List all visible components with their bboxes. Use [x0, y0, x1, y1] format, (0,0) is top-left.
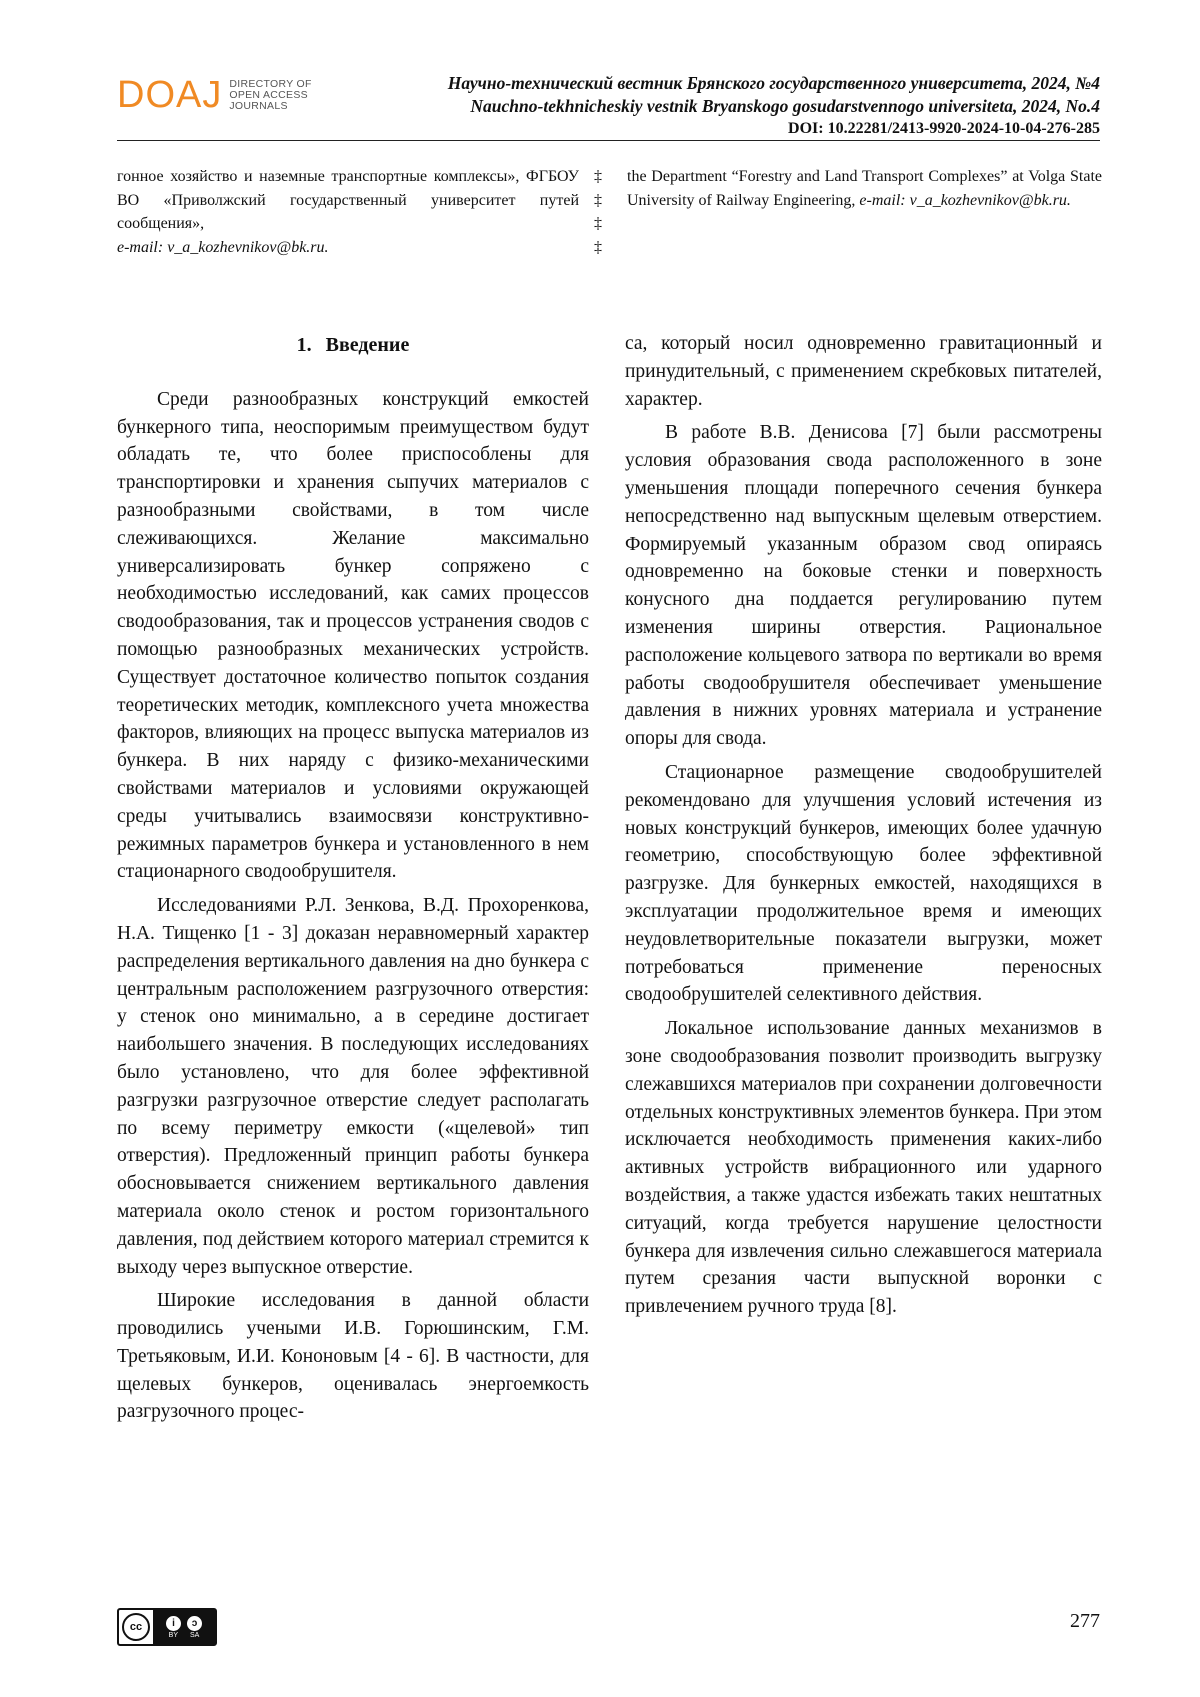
affiliation-ru [117, 165, 579, 259]
body-paragraph: Локальное использование данных механизмов в зоне сводообразования позволит производить выгрузку слежавшихся материалов при сохранении долговечности отдельных конструктивных элементов бункера. При этом исключается необходимость применения каких-либо активных устройств вибрационного или ударного воздействия, а также удастся избежать таких нештатных ситуаций, когда требуется нарушение целостности бункера для извлечения сильно слежавшегося материала путем срезания части выпускной воронки с привлечением ручного труда [8]. [625, 1018, 1102, 1318]
share-alike-icon: ↄ [187, 1616, 202, 1631]
section-number: 1. [296, 334, 312, 356]
affiliation-en [627, 165, 1102, 212]
affiliation-ru-text: гонное хозяйство и наземные транспортные комплексы», ФГБОУ ВО «Приволжский государственный университет путей сообщения», [117, 168, 579, 232]
body-paragraph: Широкие исследования в данной области проводились учеными И.В. Горюшинским, Г.М. Третьяковым, И.И. Кононовым [4 - 6]. В частности, для щелевых бункеров, оценивалась энергоемкость разгрузочного процес- [117, 1290, 589, 1423]
cc-logo [119, 1610, 153, 1644]
doaj-logo-subtitle-line: DIRECTORY OF [229, 77, 312, 90]
cc-icon: cc [122, 1613, 150, 1641]
affiliation-en-email[interactable]: e-mail: v_a_kozhevnikov@bk.ru. [859, 191, 1071, 209]
body-paragraph: Среди разнообразных конструкций емкостей бункерного типа, неоспоримым преимуществом будут обладать те, что более приспособлены для транспортировки и хранения сыпучих материалов с разнообразными свойствами, в том числе слеживающихся. Желание максимально универсализировать бункер сопряжено с необходимостью исследований, как самих процессов сводообразования, так и процессов устранения сводов с помощью разнообразных механических устройств. Существует достаточное количество попыток создания теоретических методик, комплексного учета множества факторов, влияющих на процесс выпуска материалов из бункера. В них наряду с физико-механическими свойствами материалов и условиями окружающей среды учитывались взаимосвязи конструктивно-режимных параметров бункера и установленного в нем стационарного сводообрушителя. [117, 388, 589, 883]
section-title: Введение [325, 334, 410, 356]
body-paragraph: В работе В.В. Денисова [7] были рассмотрены условия образования свода расположенного в зоне уменьшения площади поперечного сечения бункера непосредственно над выпускным щелевым отверстием. Формируемый указанным образом свод опираясь одновременно на боковые стенки и поверхность конусного дна поддается регулированию путем изменения ширины отверстия. Рациональное расположение кольцевого затвора по вертикали во время работы сводообрушителя обеспечивает уменьшение давления в нижних уровнях материала и устранение опоры для свода. [625, 422, 1102, 750]
journal-title-ru: Научно-технический вестник Брянского государственного университета, 2024, №4 [447, 73, 1100, 93]
doaj-logo-subtitle-line: JOURNALS [229, 99, 288, 112]
cc-terms [153, 1610, 215, 1644]
dagger-mark: ‡ [594, 238, 602, 256]
dagger-mark: ‡ [594, 191, 602, 209]
header-divider [117, 140, 1100, 141]
body-column-right [625, 330, 1102, 1321]
body-paragraph: Исследованиями Р.Л. Зенкова, В.Д. Прохоренкова, Н.А. Тищенко [1 - 3] доказан неравномерный характер распределения вертикального давления на дно бункера с центральным расположением разгрузочного отверстия: у стенок оно минимально, а в середине достигает наибольшего значения. В последующих исследованиях было установлено, что для более эффективной разгрузки разгрузочное отверстие следует располагать по всему периметру емкости («щелевой» тип отверстия). Предложенный принцип работы бункера обосновывается снижением вертикального давления материала около стенок и ростом горизонтального давления, под действием которого материал стремится к выходу через выпускное отверстие. [117, 895, 589, 1278]
doaj-logo-subtitle [229, 79, 311, 112]
doaj-logo[interactable] [117, 76, 312, 114]
affiliation-en-text: the Department “Forestry and Land Transport Complexes” at Volga State University of Railway Engineering, [627, 168, 1102, 209]
section-heading [117, 332, 589, 360]
body-column-left [117, 332, 589, 1426]
cc-license-badge[interactable] [117, 1608, 217, 1646]
cc-by-label: BY [168, 1631, 178, 1639]
doaj-logo-subtitle-line: OPEN ACCESS [229, 88, 308, 101]
cc-sa-label: SA [190, 1631, 200, 1639]
attribution-icon: i [166, 1616, 181, 1631]
page-number: 277 [1070, 1610, 1100, 1632]
affiliation-ru-email[interactable]: e-mail: v_a_kozhevnikov@bk.ru. [117, 238, 329, 256]
dagger-mark: ‡ [594, 168, 602, 185]
body-paragraph: Стационарное размещение сводообрушителей рекомендовано для улучшения условий истечения из новых конструкций бункеров, имеющих более удачную геометрию, способствующую более эффективной разгрузке. Для бункерных емкостей, находящихся в эксплуатации продолжительное время и имеющих неудовлетворительные показатели выгрузки, может потребоваться применение переносных сводообрушителей селективного действия. [625, 761, 1102, 1006]
journal-title-en: Nauchno-tekhnicheskiy vestnik Bryanskogo gosudarstvennogo universiteta, 2024, No.4 [470, 96, 1100, 116]
footnote-daggers [594, 165, 602, 259]
dagger-mark: ‡ [594, 215, 602, 232]
running-header [448, 72, 1100, 139]
body-paragraph-continuation: са, который носил одновременно гравитационный и принудительный, с применением скребковых питателей, характер. [625, 333, 1102, 410]
doi-link[interactable]: DOI: 10.22281/2413-9920-2024-10-04-276-285 [788, 120, 1100, 137]
doaj-logo-word: DOAJ [117, 74, 223, 116]
